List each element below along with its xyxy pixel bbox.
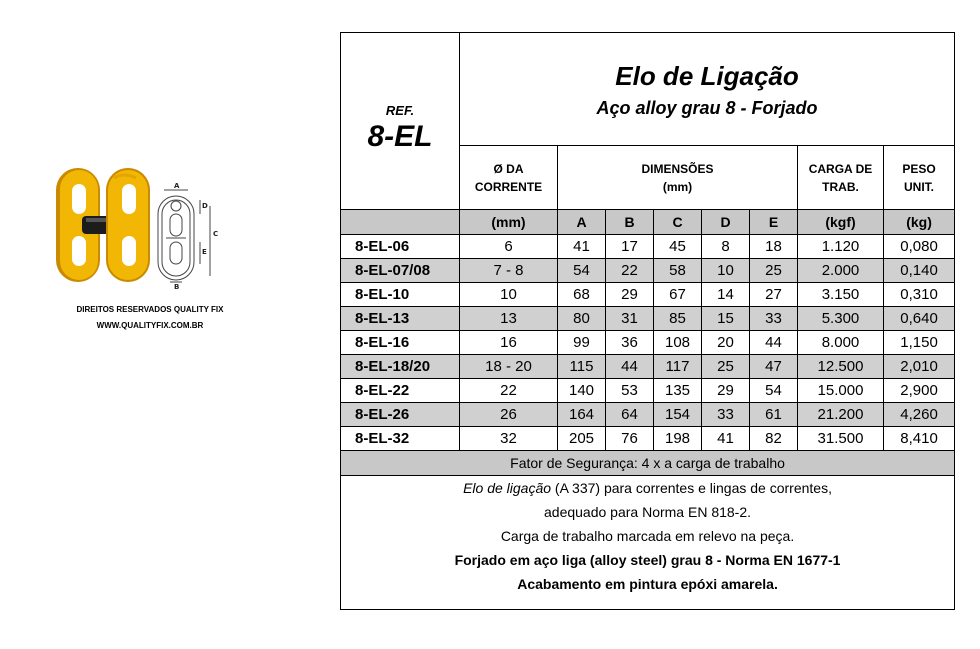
note-line-5: Acabamento em pintura epóxi amarela.: [517, 576, 778, 592]
table-row: [341, 235, 955, 259]
note-line-2: adequado para Norma EN 818-2.: [544, 504, 752, 520]
cell-d: 20: [702, 331, 750, 355]
cell-code: 8-EL-13: [341, 307, 460, 331]
header-working-load: CARGA DE TRAB.: [798, 146, 884, 210]
safety-factor-text: Fator de Segurança: 4 x a carga de trabalho: [341, 451, 955, 476]
unit-a: A: [558, 210, 606, 235]
cell-chain: 32: [460, 427, 558, 451]
cell-c: 108: [654, 331, 702, 355]
header-dimensions: DIMENSÕES (mm): [558, 146, 798, 210]
cell-code: 8-EL-06: [341, 235, 460, 259]
cell-e: 82: [750, 427, 798, 451]
cell-code: 8-EL-26: [341, 403, 460, 427]
table-row: [341, 427, 955, 451]
dim-label-d: D: [202, 202, 208, 210]
ref-value: 8-EL: [367, 120, 433, 153]
copyright-text: DIREITOS RESERVADOS QUALITY FIX: [76, 305, 224, 314]
units-blank: [341, 210, 460, 235]
website-text: WWW.QUALITYFIX.COM.BR: [96, 321, 204, 330]
credits: [40, 302, 260, 334]
cell-a: 115: [558, 355, 606, 379]
cell-d: 33: [702, 403, 750, 427]
cell-c: 67: [654, 283, 702, 307]
cell-load: 2.000: [798, 259, 884, 283]
dim-label-a: A: [174, 182, 180, 190]
cell-e: 27: [750, 283, 798, 307]
cell-weight: 8,410: [884, 427, 955, 451]
cell-c: 58: [654, 259, 702, 283]
cell-d: 14: [702, 283, 750, 307]
dim-label-b: B: [174, 283, 180, 290]
cell-a: 41: [558, 235, 606, 259]
unit-b: B: [606, 210, 654, 235]
table-row: [341, 379, 955, 403]
cell-load: 31.500: [798, 427, 884, 451]
cell-load: 3.150: [798, 283, 884, 307]
cell-d: 25: [702, 355, 750, 379]
unit-kgf: (kgf): [798, 210, 884, 235]
dim-label-c: C: [213, 230, 219, 238]
title-row: [341, 33, 955, 146]
spec-table: [340, 32, 955, 610]
cell-chain: 10: [460, 283, 558, 307]
cell-e: 44: [750, 331, 798, 355]
cell-chain: 18 - 20: [460, 355, 558, 379]
table-row: [341, 259, 955, 283]
table-row: [341, 331, 955, 355]
cell-b: 29: [606, 283, 654, 307]
cell-a: 140: [558, 379, 606, 403]
units-row: [341, 210, 955, 235]
cell-d: 8: [702, 235, 750, 259]
cell-code: 8-EL-10: [341, 283, 460, 307]
note-line-4: Forjado em aço liga (alloy steel) grau 8 - Norma EN 1677-1: [454, 552, 841, 568]
unit-d: D: [702, 210, 750, 235]
dim-label-e: E: [202, 248, 207, 256]
cell-code: 8-EL-16: [341, 331, 460, 355]
cell-a: 99: [558, 331, 606, 355]
cell-b: 31: [606, 307, 654, 331]
cell-c: 85: [654, 307, 702, 331]
note-line-3: Carga de trabalho marcada em relevo na peça.: [500, 528, 795, 544]
ref-label: REF.: [385, 103, 415, 118]
cell-c: 117: [654, 355, 702, 379]
unit-e: E: [750, 210, 798, 235]
cell-d: 29: [702, 379, 750, 403]
ref-cell: [341, 33, 460, 210]
table-row: [341, 307, 955, 331]
cell-a: 164: [558, 403, 606, 427]
cell-load: 12.500: [798, 355, 884, 379]
cell-c: 198: [654, 427, 702, 451]
cell-chain: 22: [460, 379, 558, 403]
cell-chain: 16: [460, 331, 558, 355]
cell-load: 8.000: [798, 331, 884, 355]
cell-e: 47: [750, 355, 798, 379]
cell-c: 45: [654, 235, 702, 259]
cell-a: 54: [558, 259, 606, 283]
table-row: [341, 355, 955, 379]
title-cell: [460, 33, 955, 146]
cell-code: 8-EL-18/20: [341, 355, 460, 379]
cell-weight: 2,900: [884, 379, 955, 403]
cell-chain: 7 - 8: [460, 259, 558, 283]
cell-d: 15: [702, 307, 750, 331]
table-row: [341, 283, 955, 307]
unit-mm: (mm): [460, 210, 558, 235]
cell-weight: 0,310: [884, 283, 955, 307]
unit-c: C: [654, 210, 702, 235]
cell-chain: 26: [460, 403, 558, 427]
notes-row: [341, 476, 955, 610]
cell-load: 15.000: [798, 379, 884, 403]
cell-code: 8-EL-32: [341, 427, 460, 451]
cell-weight: 2,010: [884, 355, 955, 379]
cell-weight: 4,260: [884, 403, 955, 427]
cell-b: 53: [606, 379, 654, 403]
header-unit-weight: PESO UNIT.: [884, 146, 955, 210]
cell-e: 61: [750, 403, 798, 427]
cell-e: 33: [750, 307, 798, 331]
cell-code: 8-EL-22: [341, 379, 460, 403]
cell-b: 44: [606, 355, 654, 379]
header-chain-diameter: Ø DA CORRENTE: [460, 146, 558, 210]
cell-code: 8-EL-07/08: [341, 259, 460, 283]
cell-b: 17: [606, 235, 654, 259]
table-row: [341, 403, 955, 427]
cell-a: 68: [558, 283, 606, 307]
cell-load: 5.300: [798, 307, 884, 331]
data-rows: [341, 235, 955, 451]
cell-weight: 1,150: [884, 331, 955, 355]
cell-weight: 0,140: [884, 259, 955, 283]
cell-a: 80: [558, 307, 606, 331]
product-illustration: [50, 160, 250, 290]
cell-chain: 6: [460, 235, 558, 259]
cell-chain: 13: [460, 307, 558, 331]
cell-weight: 0,080: [884, 235, 955, 259]
unit-kg: (kg): [884, 210, 955, 235]
cell-d: 10: [702, 259, 750, 283]
cell-e: 25: [750, 259, 798, 283]
page-subtitle: Aço alloy grau 8 - Forjado: [596, 98, 818, 118]
cell-weight: 0,640: [884, 307, 955, 331]
cell-e: 18: [750, 235, 798, 259]
page-title: Elo de Ligação: [615, 61, 799, 91]
cell-b: 76: [606, 427, 654, 451]
note-line-1: Elo de ligação (A 337) para correntes e lingas de correntes,: [463, 480, 832, 496]
cell-b: 22: [606, 259, 654, 283]
cell-b: 64: [606, 403, 654, 427]
cell-load: 21.200: [798, 403, 884, 427]
cell-c: 154: [654, 403, 702, 427]
cell-e: 54: [750, 379, 798, 403]
cell-load: 1.120: [798, 235, 884, 259]
link-photo-icon: [56, 168, 150, 282]
cell-b: 36: [606, 331, 654, 355]
notes-cell: [341, 476, 955, 610]
spec-sheet: [340, 32, 954, 619]
cell-a: 205: [558, 427, 606, 451]
cell-c: 135: [654, 379, 702, 403]
cell-d: 41: [702, 427, 750, 451]
safety-factor-row: [341, 451, 955, 476]
